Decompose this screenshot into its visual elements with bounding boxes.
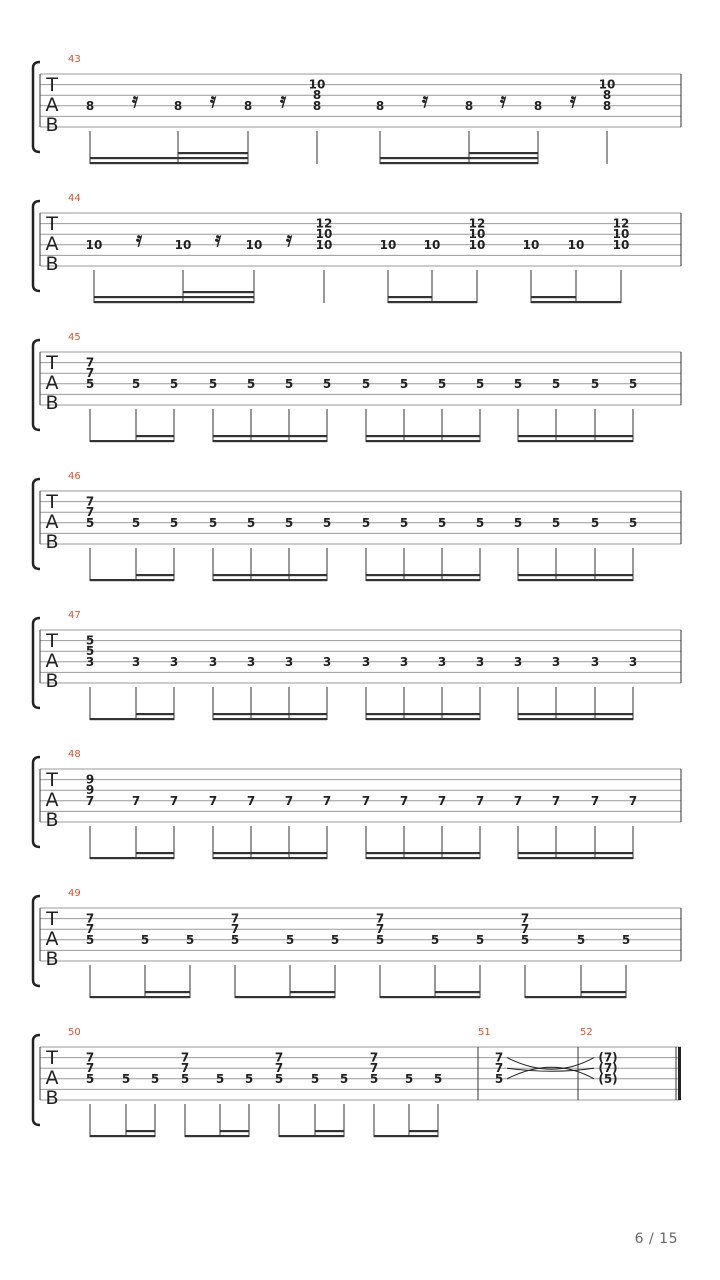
tab-clef-letter: T <box>46 1047 58 1069</box>
beam <box>251 435 289 437</box>
fret-number: 9 <box>85 772 95 787</box>
beam <box>518 579 633 581</box>
fret-number: 7 <box>180 1050 190 1065</box>
tab-clef-letter: B <box>45 253 59 275</box>
tab-clef-letter: B <box>45 670 59 692</box>
beam <box>442 574 480 576</box>
beam <box>183 296 254 298</box>
fret-number: 5 <box>590 515 600 530</box>
beam <box>126 1130 155 1132</box>
measure-number: 52 <box>580 1027 593 1038</box>
fret-number: 5 <box>131 515 141 530</box>
fret-number: 7 <box>399 793 409 808</box>
tab-system <box>33 610 681 720</box>
measure-number: 46 <box>68 471 81 482</box>
sixteenth-rest: 𝄿 <box>131 88 139 112</box>
tab-clef-letter: B <box>45 809 59 831</box>
fret-number: 8 <box>85 98 95 113</box>
fret-number: 5 <box>404 1071 414 1086</box>
fret-number: 3 <box>628 654 638 669</box>
fret-number: 5 <box>284 376 294 391</box>
fret-number: 10 <box>522 237 540 252</box>
tab-clef-letter: T <box>46 213 58 235</box>
fret-number: 10 <box>315 237 333 252</box>
beam <box>289 713 327 715</box>
beam <box>366 713 404 715</box>
fret-number: 7 <box>85 1061 95 1076</box>
fret-number: 7 <box>131 793 141 808</box>
beam <box>251 852 289 854</box>
tab-system <box>33 332 681 442</box>
staff-bracket <box>33 201 40 291</box>
staff-bracket <box>33 896 40 986</box>
fret-number: 10 <box>612 237 630 252</box>
tab-clef-letter: T <box>46 908 58 930</box>
tab-system <box>33 471 681 581</box>
fret-number: 7 <box>520 911 530 926</box>
fret-number: 7 <box>169 793 179 808</box>
beam <box>90 157 178 159</box>
fret-number: 5 <box>513 515 523 530</box>
fret-number: 7 <box>246 793 256 808</box>
fret-number: 5 <box>576 932 586 947</box>
beam <box>442 852 480 854</box>
beam <box>442 435 480 437</box>
tab-clef-letter: T <box>46 74 58 96</box>
fret-number: 7 <box>494 1050 504 1065</box>
fret-number: 5 <box>475 515 485 530</box>
tied-fret-number: (5) <box>598 1071 618 1086</box>
measure-number: 45 <box>68 332 81 343</box>
staff-bracket <box>33 340 40 430</box>
fret-number: 7 <box>361 793 371 808</box>
fret-number: 12 <box>315 216 333 231</box>
sixteenth-rest: 𝄿 <box>214 227 222 251</box>
beam <box>518 574 556 576</box>
fret-number: 5 <box>628 515 638 530</box>
tab-clef-letter: B <box>45 114 59 136</box>
fret-number: 7 <box>85 366 95 381</box>
fret-number: 8 <box>312 98 322 113</box>
staff-bracket <box>33 1035 40 1125</box>
fret-number: 5 <box>494 1071 504 1086</box>
fret-number: 5 <box>310 1071 320 1086</box>
beam <box>94 296 183 298</box>
fret-number: 7 <box>85 355 95 370</box>
beam <box>251 574 289 576</box>
beam <box>136 852 174 854</box>
tab-clef-letter: A <box>45 1067 59 1089</box>
beam <box>90 162 248 164</box>
fret-number: 3 <box>208 654 218 669</box>
beam <box>90 1135 155 1137</box>
fret-number: 5 <box>185 932 195 947</box>
beam <box>595 713 633 715</box>
fret-number: 5 <box>437 515 447 530</box>
sixteenth-rest: 𝄿 <box>209 88 217 112</box>
fret-number: 5 <box>121 1071 131 1086</box>
tied-fret-number: (7) <box>598 1050 618 1065</box>
fret-number: 7 <box>85 911 95 926</box>
fret-number: 5 <box>85 644 95 659</box>
staff-bracket <box>33 618 40 708</box>
beam <box>315 1130 344 1132</box>
beam <box>469 157 538 159</box>
tab-clef-letter: T <box>46 769 58 791</box>
tab-clef-letter: B <box>45 392 59 414</box>
beam <box>213 435 251 437</box>
fret-number: 10 <box>598 77 616 92</box>
fret-number: 7 <box>85 1050 95 1065</box>
fret-number: 5 <box>131 376 141 391</box>
fret-number: 5 <box>375 932 385 947</box>
tab-clef-letter: A <box>45 94 59 116</box>
fret-number: 5 <box>399 376 409 391</box>
fret-number: 7 <box>369 1061 379 1076</box>
fret-number: 7 <box>375 911 385 926</box>
beam <box>290 991 335 993</box>
fret-number: 5 <box>85 1071 95 1086</box>
beam <box>380 996 480 998</box>
beam <box>90 440 174 442</box>
tab-clef-letter: B <box>45 531 59 553</box>
fret-number: 8 <box>375 98 385 113</box>
beam <box>289 852 327 854</box>
fret-number: 10 <box>85 237 103 252</box>
fret-number: 5 <box>551 515 561 530</box>
fret-number: 7 <box>274 1061 284 1076</box>
fret-number: 7 <box>494 1061 504 1076</box>
beam <box>409 1130 438 1132</box>
fret-number: 12 <box>468 216 486 231</box>
beam <box>178 152 248 154</box>
fret-number: 7 <box>85 494 95 509</box>
fret-number: 5 <box>513 376 523 391</box>
fret-number: 5 <box>361 376 371 391</box>
fret-number: 7 <box>475 793 485 808</box>
fret-number: 3 <box>131 654 141 669</box>
measure-number: 49 <box>68 888 81 899</box>
tab-system <box>33 1027 681 1137</box>
beam <box>518 852 556 854</box>
fret-number: 10 <box>379 237 397 252</box>
final-barline-thick <box>678 1047 681 1100</box>
fret-number: 8 <box>533 98 543 113</box>
fret-number: 3 <box>284 654 294 669</box>
beam <box>518 718 633 720</box>
fret-number: 5 <box>520 932 530 947</box>
fret-number: 8 <box>602 88 612 103</box>
fret-number: 7 <box>628 793 638 808</box>
tab-system <box>33 54 681 164</box>
fret-number: 5 <box>169 515 179 530</box>
beam <box>235 996 335 998</box>
beam <box>595 852 633 854</box>
fret-number: 5 <box>85 376 95 391</box>
beam <box>220 1130 249 1132</box>
tab-clef-letter: A <box>45 928 59 950</box>
beam <box>388 301 477 303</box>
beam <box>136 574 174 576</box>
fret-number: 3 <box>361 654 371 669</box>
beam <box>90 579 174 581</box>
beam <box>185 1135 249 1137</box>
beam <box>404 435 442 437</box>
tab-clef-letter: B <box>45 1087 59 1109</box>
fret-number: 10 <box>567 237 585 252</box>
fret-number: 10 <box>315 227 333 242</box>
beam <box>289 574 327 576</box>
beam <box>595 574 633 576</box>
sixteenth-rest: 𝄿 <box>569 88 577 112</box>
fret-number: 7 <box>322 793 332 808</box>
fret-number: 3 <box>246 654 256 669</box>
beam <box>581 991 626 993</box>
measure-number: 48 <box>68 749 81 760</box>
fret-number: 5 <box>284 515 294 530</box>
sixteenth-rest: 𝄿 <box>135 227 143 251</box>
fret-number: 7 <box>230 911 240 926</box>
beam <box>435 991 480 993</box>
measure-number: 43 <box>68 54 81 65</box>
beam <box>213 857 327 859</box>
beam <box>595 435 633 437</box>
beam <box>183 291 254 293</box>
beam <box>366 435 404 437</box>
tab-system <box>33 749 681 859</box>
beam <box>279 1135 344 1137</box>
fret-number: 7 <box>369 1050 379 1065</box>
fret-number: 7 <box>208 793 218 808</box>
fret-number: 5 <box>208 515 218 530</box>
beam <box>289 435 327 437</box>
sixteenth-rest: 𝄿 <box>499 88 507 112</box>
fret-number: 8 <box>173 98 183 113</box>
tab-system <box>33 193 681 303</box>
tab-clef-letter: A <box>45 511 59 533</box>
fret-number: 5 <box>475 376 485 391</box>
fret-number: 5 <box>285 932 295 947</box>
beam <box>366 440 480 442</box>
fret-number: 9 <box>85 783 95 798</box>
beam <box>380 157 469 159</box>
tied-fret-number: (7) <box>598 1061 618 1076</box>
beam <box>442 713 480 715</box>
fret-number: 10 <box>423 237 441 252</box>
staff-bracket <box>33 62 40 152</box>
beam <box>213 852 251 854</box>
fret-number: 5 <box>85 932 95 947</box>
fret-number: 7 <box>513 793 523 808</box>
fret-number: 7 <box>230 922 240 937</box>
fret-number: 3 <box>169 654 179 669</box>
fret-number: 5 <box>590 376 600 391</box>
tab-clef-letter: T <box>46 630 58 652</box>
staff-bracket <box>33 757 40 847</box>
fret-number: 10 <box>612 227 630 242</box>
measure-number: 47 <box>68 610 81 621</box>
fret-number: 3 <box>437 654 447 669</box>
fret-number: 7 <box>284 793 294 808</box>
beam <box>556 435 595 437</box>
fret-number: 5 <box>85 515 95 530</box>
fret-number: 7 <box>85 505 95 520</box>
fret-number: 10 <box>245 237 263 252</box>
beam <box>145 991 190 993</box>
fret-number: 5 <box>361 515 371 530</box>
beam <box>556 852 595 854</box>
beam <box>531 296 576 298</box>
fret-number: 8 <box>243 98 253 113</box>
tab-clef-letter: B <box>45 948 59 970</box>
fret-number: 3 <box>590 654 600 669</box>
fret-number: 7 <box>590 793 600 808</box>
fret-number: 3 <box>399 654 409 669</box>
fret-number: 5 <box>430 932 440 947</box>
fret-number: 5 <box>208 376 218 391</box>
sixteenth-rest: 𝄿 <box>421 88 429 112</box>
fret-number: 5 <box>215 1071 225 1086</box>
fret-number: 7 <box>85 922 95 937</box>
sixteenth-rest: 𝄿 <box>285 227 293 251</box>
tab-clef-letter: T <box>46 491 58 513</box>
beam <box>213 718 327 720</box>
fret-number: 7 <box>437 793 447 808</box>
tab-clef-letter: A <box>45 233 59 255</box>
beam <box>404 852 442 854</box>
fret-number: 5 <box>322 376 332 391</box>
beam <box>388 296 432 298</box>
fret-number: 5 <box>475 932 485 947</box>
fret-number: 7 <box>274 1050 284 1065</box>
fret-number: 5 <box>150 1071 160 1086</box>
fret-number: 10 <box>468 227 486 242</box>
beam <box>251 713 289 715</box>
fret-number: 5 <box>246 515 256 530</box>
tab-clef-letter: A <box>45 650 59 672</box>
staff-bracket <box>33 479 40 569</box>
beam <box>213 574 251 576</box>
beam <box>136 713 174 715</box>
fret-number: 7 <box>551 793 561 808</box>
fret-number: 5 <box>140 932 150 947</box>
beam <box>213 440 327 442</box>
beam <box>518 435 556 437</box>
fret-number: 5 <box>433 1071 443 1086</box>
beam <box>366 579 480 581</box>
beam <box>374 1135 438 1137</box>
fret-number: 5 <box>399 515 409 530</box>
fret-number: 7 <box>180 1061 190 1076</box>
tab-clef-letter: T <box>46 352 58 374</box>
beam <box>366 852 404 854</box>
fret-number: 3 <box>551 654 561 669</box>
tab-system <box>33 888 681 998</box>
fret-number: 3 <box>513 654 523 669</box>
fret-number: 5 <box>85 633 95 648</box>
fret-number: 3 <box>85 654 95 669</box>
fret-number: 5 <box>330 932 340 947</box>
measure-number: 50 <box>68 1027 81 1038</box>
beam <box>90 718 174 720</box>
fret-number: 5 <box>246 376 256 391</box>
fret-number: 10 <box>308 77 326 92</box>
fret-number: 5 <box>551 376 561 391</box>
beam <box>518 713 556 715</box>
beam <box>380 162 538 164</box>
beam <box>178 157 248 159</box>
beam <box>90 857 174 859</box>
fret-number: 5 <box>437 376 447 391</box>
beam <box>404 713 442 715</box>
beam <box>518 857 633 859</box>
fret-number: 5 <box>369 1071 379 1086</box>
fret-number: 5 <box>628 376 638 391</box>
beam <box>366 857 480 859</box>
beam <box>213 713 251 715</box>
sixteenth-rest: 𝄿 <box>279 88 287 112</box>
page-indicator: 6 / 15 <box>634 1231 678 1247</box>
beam <box>366 718 480 720</box>
fret-number: 5 <box>322 515 332 530</box>
fret-number: 10 <box>174 237 192 252</box>
tab-clef-letter: A <box>45 372 59 394</box>
beam <box>94 301 254 303</box>
beam <box>366 574 404 576</box>
fret-number: 5 <box>169 376 179 391</box>
fret-number: 5 <box>180 1071 190 1086</box>
fret-number: 10 <box>468 237 486 252</box>
fret-number: 3 <box>322 654 332 669</box>
fret-number: 8 <box>602 98 612 113</box>
beam <box>136 435 174 437</box>
beam <box>469 152 538 154</box>
fret-number: 7 <box>85 793 95 808</box>
beam <box>556 713 595 715</box>
fret-number: 12 <box>612 216 630 231</box>
fret-number: 8 <box>312 88 322 103</box>
beam <box>404 574 442 576</box>
beam <box>213 579 327 581</box>
beam <box>525 996 626 998</box>
measure-number: 44 <box>68 193 81 204</box>
tab-clef-letter: A <box>45 789 59 811</box>
fret-number: 7 <box>375 922 385 937</box>
fret-number: 5 <box>621 932 631 947</box>
beam <box>556 574 595 576</box>
fret-number: 5 <box>244 1071 254 1086</box>
beam <box>90 996 190 998</box>
fret-number: 8 <box>464 98 474 113</box>
fret-number: 5 <box>274 1071 284 1086</box>
fret-number: 5 <box>339 1071 349 1086</box>
measure-number: 51 <box>478 1027 491 1038</box>
fret-number: 7 <box>520 922 530 937</box>
beam <box>531 301 621 303</box>
beam <box>518 440 633 442</box>
fret-number: 5 <box>230 932 240 947</box>
fret-number: 3 <box>475 654 485 669</box>
